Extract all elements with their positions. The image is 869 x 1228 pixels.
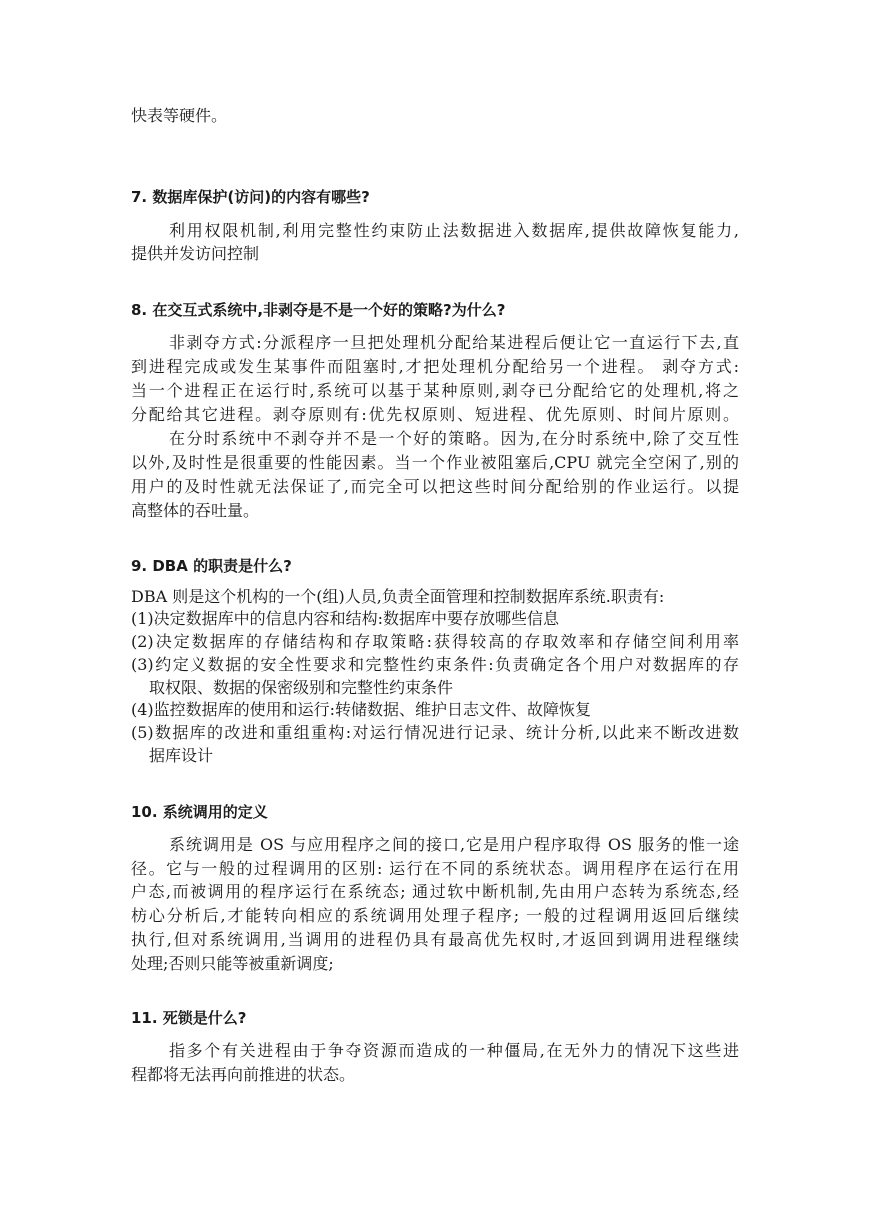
section-10-line-1: 系统调用是 OS 与应用程序之间的接口,它是用户程序取得 OS 服务的惟一途 — [169, 835, 739, 854]
section-10-heading: 10. 系统调用的定义 — [131, 803, 268, 821]
section-11-heading: 11. 死锁是什么? — [131, 1009, 247, 1027]
intro-tail-line: 快表等硬件。 — [131, 106, 228, 125]
section-8-line-6: 以外,及时性是很重要的性能因素。当一个作业被阻塞后,CPU 就完全空闲了,别的 — [131, 453, 739, 472]
section-9-item-3-cont: 取权限、数据的保密级别和完整性约束条件 — [149, 678, 454, 697]
section-9-item-2: (2)决定数据库的存储结构和存取策略:获得较高的存取效率和存储空间利用率 — [131, 632, 739, 651]
section-8-line-3: 当一个进程正在运行时,系统可以基于某种原则,剥夺已分配给它的处理机,将之 — [131, 381, 739, 400]
section-10-line-6: 处理;否则只能等被重新调度; — [131, 954, 334, 973]
section-11-line-1: 指多个有关进程由于争夺资源而造成的一种僵局,在无外力的情况下这些进 — [169, 1041, 739, 1060]
section-9-item-1: (1)决定数据库中的信息内容和结构:数据库中要存放哪些信息 — [131, 609, 560, 628]
section-8-line-7: 用户的及时性就无法保证了,而完全可以把这些时间分配给别的作业运行。以提 — [131, 477, 739, 496]
section-8-line-4: 分配给其它进程。剥夺原则有:优先权原则、短进程、优先原则、时间片原则。 — [131, 405, 739, 424]
section-9-item-5: (5)数据库的改进和重组重构:对运行情况进行记录、统计分析,以此来不断改进数 — [131, 723, 739, 742]
section-9-item-4: (4)监控数据库的使用和运行:转储数据、维护日志文件、故障恢复 — [131, 700, 592, 719]
section-11-line-2: 程都将无法再向前推进的状态。 — [131, 1065, 356, 1084]
section-8-line-5: 在分时系统中不剥夺并不是一个好的策略。因为,在分时系统中,除了交互性 — [169, 429, 739, 448]
section-9-heading: 9. DBA 的职责是什么? — [131, 557, 292, 575]
section-7-line-1: 利用权限机制,利用完整性约束防止法数据进入数据库,提供故障恢复能力, — [169, 221, 739, 240]
section-7-line-2: 提供并发访问控制 — [131, 244, 260, 263]
section-10-line-3: 户态,而被调用的程序运行在系统态; 通过软中断机制,先由用户态转为系统态,经 — [131, 882, 739, 901]
section-9-line-1: DBA 则是这个机构的一个(组)人员,负责全面管理和控制数据库系统.职责有: — [131, 587, 665, 606]
section-10-line-4: 枋心分析后,才能转向相应的系统调用处理子程序; 一般的过程调用返回后继续 — [131, 906, 739, 925]
section-8-heading: 8. 在交互式系统中,非剥夺是不是一个好的策略?为什么? — [131, 301, 506, 319]
section-8-line-1: 非剥夺方式:分派程序一旦把处理机分配给某进程后便让它一直运行下去,直 — [169, 333, 739, 352]
section-7-heading: 7. 数据库保护(访问)的内容有哪些? — [131, 188, 370, 206]
section-8-line-2: 到进程完成或发生某事件而阻塞时,才把处理机分配给另一个进程。 剥夺方式: — [131, 357, 739, 376]
section-9-item-5-cont: 据库设计 — [149, 746, 214, 765]
section-10-line-2: 径。它与一般的过程调用的区别: 运行在不同的系统状态。调用程序在运行在用 — [131, 859, 739, 878]
section-8-line-8: 高整体的吞吐量。 — [131, 501, 260, 520]
section-10-line-5: 执行,但对系统调用,当调用的进程仍具有最高优先权时,才返回到调用进程继续 — [131, 930, 739, 949]
section-9-item-3: (3)约定义数据的安全性要求和完整性约束条件:负责确定各个用户对数据库的存 — [131, 655, 739, 674]
